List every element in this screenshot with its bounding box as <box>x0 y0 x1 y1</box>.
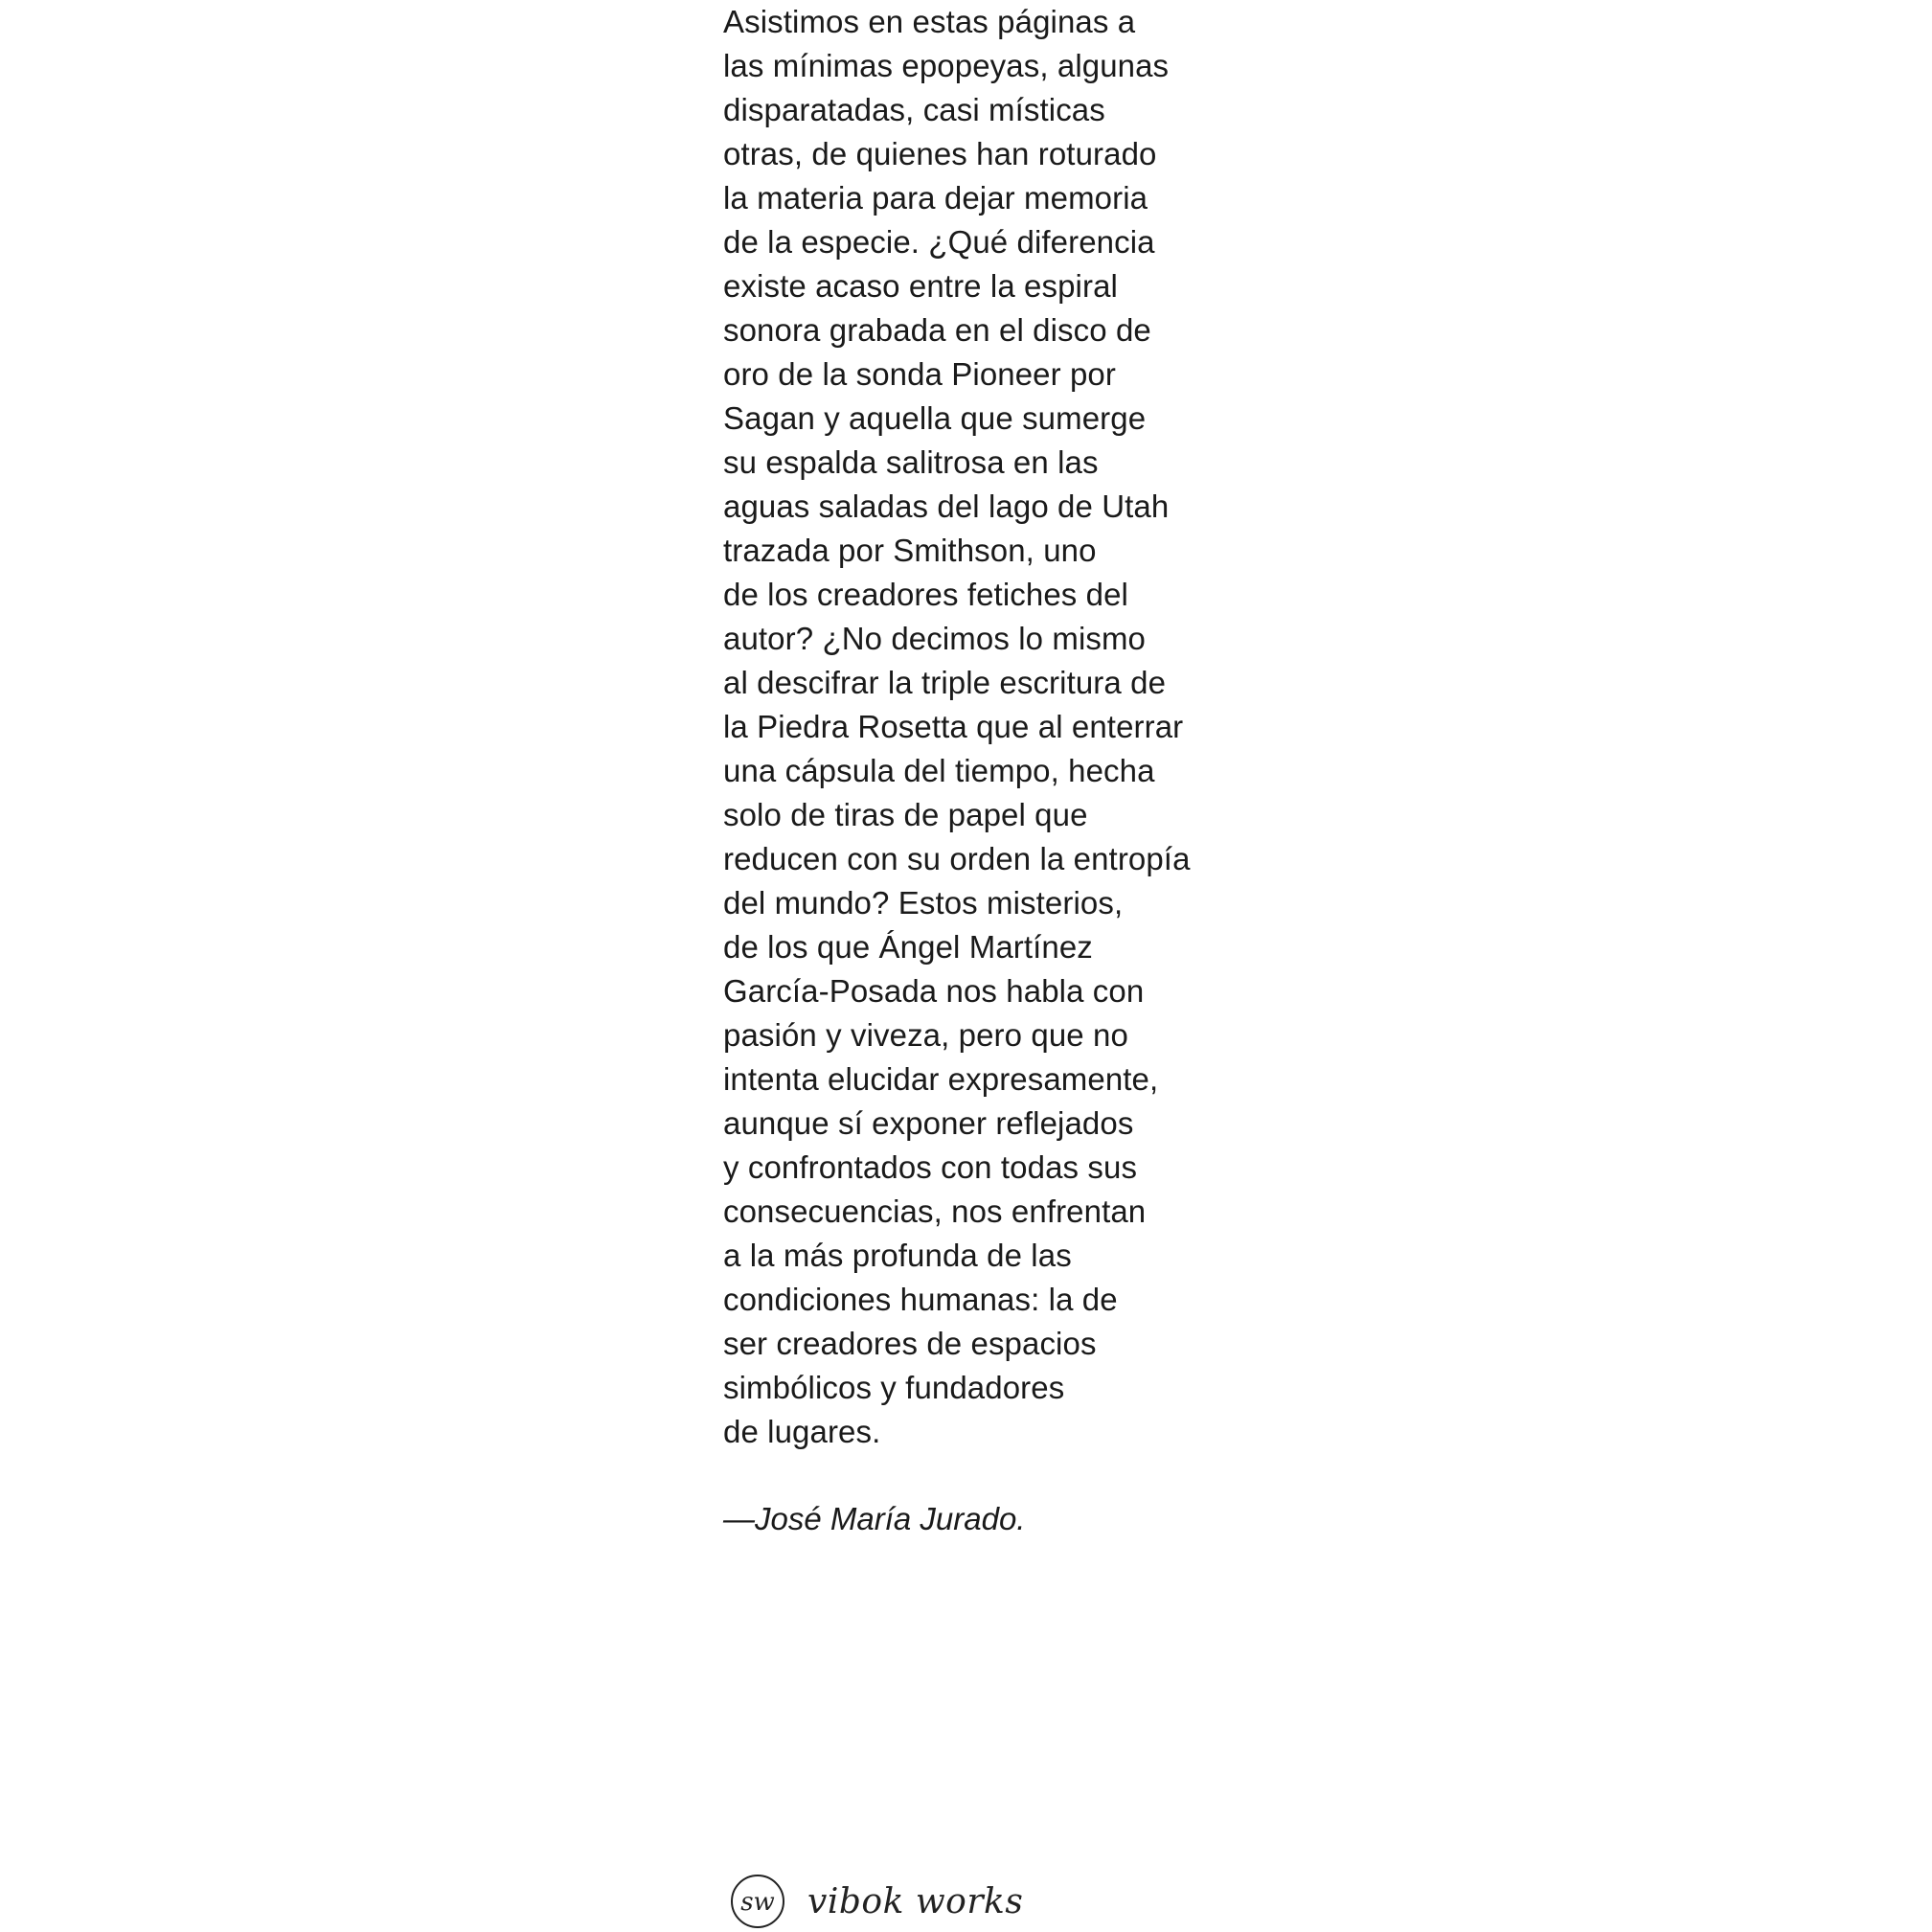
body-line: y confrontados con todas sus <box>723 1149 1138 1185</box>
body-line: la Piedra Rosetta que al enterrar <box>723 709 1184 744</box>
body-line: trazada por Smithson, uno <box>723 533 1097 568</box>
body-line: otras, de quienes han roturado <box>723 136 1157 171</box>
body-line: condiciones humanas: la de <box>723 1282 1118 1317</box>
body-line: oro de la sonda Pioneer por <box>723 356 1116 392</box>
body-line: una cápsula del tiempo, hecha <box>723 753 1155 788</box>
body-line: Sagan y aquella que sumerge <box>723 400 1147 436</box>
publisher-logo <box>729 1871 1023 1932</box>
body-line: su espalda salitrosa en las <box>723 444 1099 480</box>
body-line: pasión y viveza, pero que no <box>723 1017 1128 1053</box>
body-line: simbólicos y fundadores <box>723 1370 1065 1405</box>
body-line: reducen con su orden la entropía <box>723 841 1191 876</box>
publisher-name: vibok works <box>807 1881 1024 1921</box>
body-line: del mundo? Estos misterios, <box>723 885 1124 921</box>
body-line: al descifrar la triple escritura de <box>723 665 1167 700</box>
publisher-logo-icon <box>729 1873 786 1930</box>
text-column <box>723 0 1317 1541</box>
body-line: de la especie. ¿Qué diferencia <box>723 224 1155 260</box>
body-line: solo de tiras de papel que <box>723 797 1088 832</box>
body-line: la materia para dejar memoria <box>723 180 1148 216</box>
body-line: aunque sí exponer reflejados <box>723 1105 1134 1141</box>
body-line: disparatadas, casi místicas <box>723 92 1105 127</box>
body-line: Asistimos en estas páginas a <box>723 4 1136 39</box>
author-signature: —José María Jurado. <box>723 1501 1026 1536</box>
body-line: las mínimas epopeyas, algunas <box>723 48 1170 83</box>
body-line: aguas saladas del lago de Utah <box>723 489 1170 524</box>
body-line: de lugares. <box>723 1414 881 1449</box>
body-line: existe acaso entre la espiral <box>723 268 1118 304</box>
body-line: intenta elucidar expresamente, <box>723 1061 1159 1097</box>
body-line: ser creadores de espacios <box>723 1326 1097 1361</box>
body-line: de los que Ángel Martínez <box>723 929 1093 965</box>
body-line: a la más profunda de las <box>723 1238 1072 1273</box>
body-line: autor? ¿No decimos lo mismo <box>723 621 1147 656</box>
body-line: consecuencias, nos enfrentan <box>723 1193 1147 1229</box>
body-line: de los creadores fetiches del <box>723 577 1128 612</box>
body-line: sonora grabada en el disco de <box>723 312 1151 348</box>
logo-mark-text: sw <box>740 1888 775 1917</box>
body-line: García-Posada nos habla con <box>723 973 1145 1009</box>
